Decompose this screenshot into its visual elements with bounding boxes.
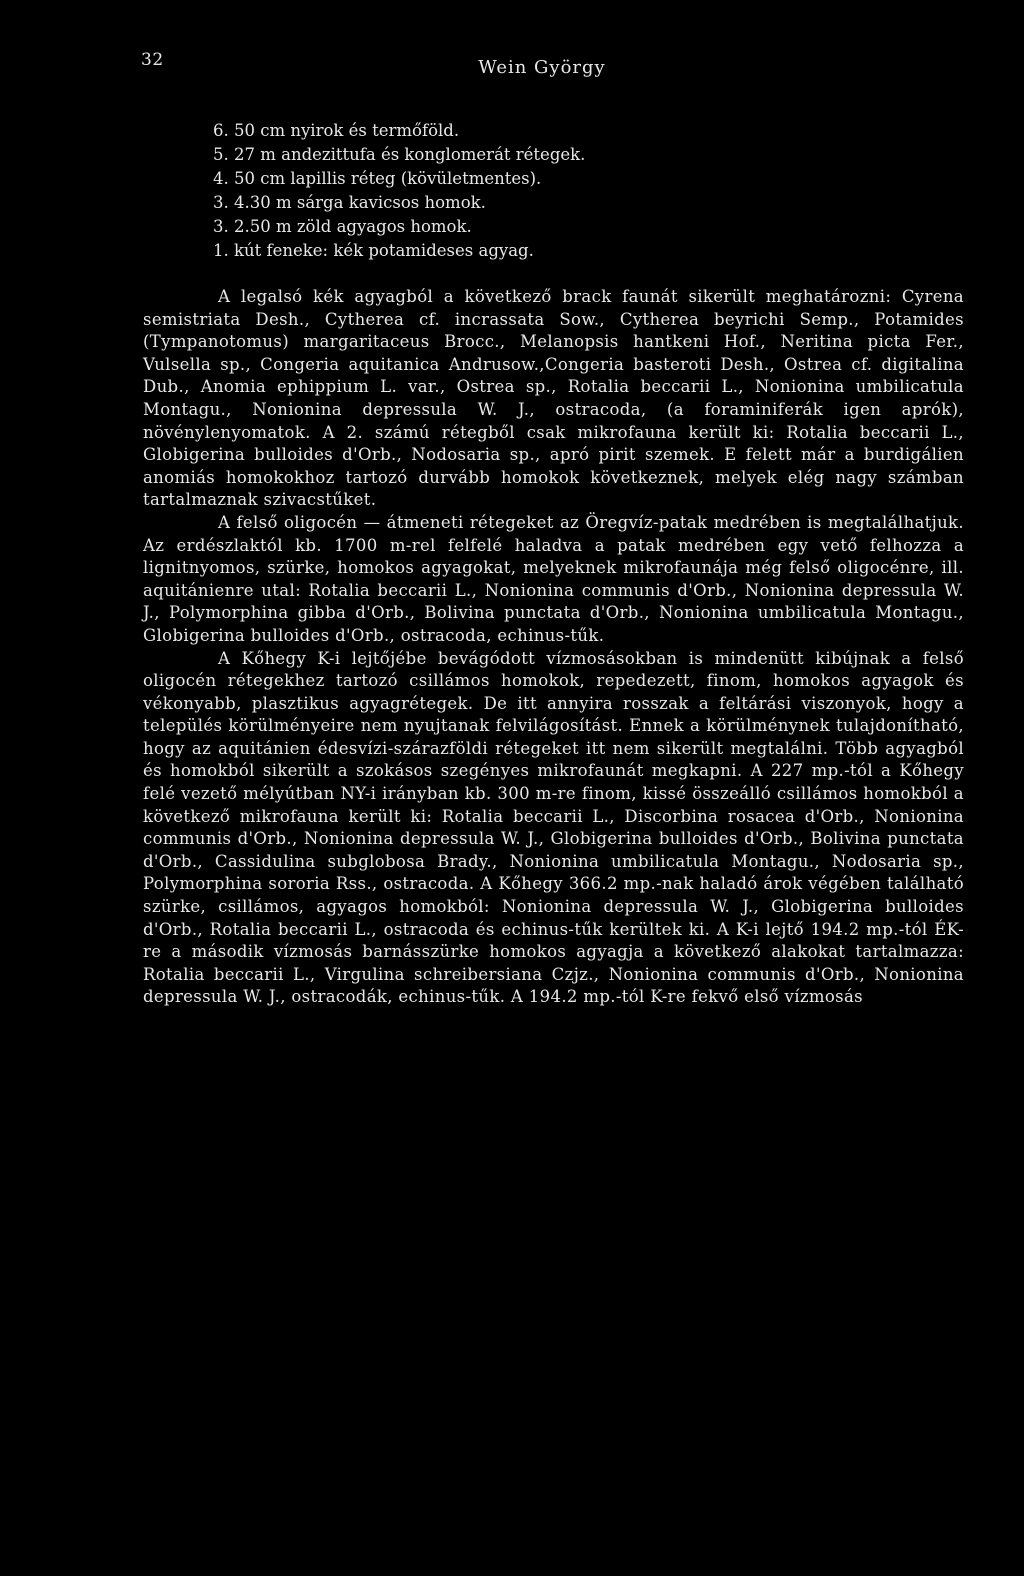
layer-item: 1. kút feneke: kék potamideses agyag. <box>213 240 534 260</box>
body-text <box>143 286 964 1009</box>
layer-item: 5. 27 m andezittufa és konglomerát rétegek. <box>213 144 586 164</box>
layer-item: 4. 50 cm lapillis réteg (kövületmentes). <box>213 168 542 188</box>
paragraph: A Kőhegy K-i lejtőjébe bevágódott vízmosásokban is mindenütt kibújnak a felső oligocén rétegekhez tartozó csillámos homokok, repedezett, finom, homokos agyagok és vékonyabb, plasztikus agyagrétegek. De itt annyira rosszak a feltárási viszonyok, hogy a település körülményeire nem nyujtanak felvilágosítást. Ennek a körülménynek tulajdonítható, hogy az aquitánien édesvízi-szárazföldi rétegeket itt nem sikerült megtalálni. Több agyagból és homokból sikerült a szokásos szegényes mikrofaunát megkapni. A 227 mp.-tól a Kőhegy felé vezető mélyútban NY-i irányban kb. 300 m-re finom, kissé összeálló csillámos homokból a következő mikrofauna került ki: Rotalia beccarii L., Discorbina rosacea d'Orb., Nonionina communis d'Orb., Nonionina depressula W. J., Globigerina bulloides d'Orb., Bolivina punctata d'Orb., Cassidulina subglobosa Brady., Nonionina umbilicatula Montagu., Nodosaria sp., Polymorphina sororia Rss., ostracoda. A Kőhegy 366.2 mp.-nak haladó árok végében található szürke, csillámos, agyagos homokból: Nonionina depressula W. J., Globigerina bulloides d'Orb., Rotalia beccarii L., ostracoda és echinus-tűk kerültek ki. A K-i lejtő 194.2 mp.-tól ÉK-re a második vízmosás barnásszürke homokos agyagja a következő alakokat tartalmazza: Rotalia beccarii L., Virgulina schreibersiana Czjz., Nonionina communis d'Orb., Nonionina depressula W. J., ostracodák, echinus-tűk. A 194.2 mp.-tól K-re fekvő első vízmosás <box>143 648 964 1007</box>
layer-item: 3. 4.30 m sárga kavicsos homok. <box>213 192 486 212</box>
layer-item: 3. 2.50 m zöld agyagos homok. <box>213 216 472 236</box>
layer-list <box>213 119 773 262</box>
layer-item: 6. 50 cm nyirok és termőföld. <box>213 121 460 140</box>
paragraph: A legalsó kék agyagból a következő brack faunát sikerült meghatározni: Cyrena semistriata Desh., Cytherea cf. incrassata Sow., Cytherea beyrichi Semp., Potamides (Tympanotomus) margaritaceus Brocc., Melanopsis hantkeni Hof., Neritina picta Fer., Vulsella sp., Congeria aquitanica Andrusow.,Congeria basteroti Desh., Ostrea cf. digitalina Dub., Anomia ephippium L. var., Ostrea sp., Rotalia beccarii L., Nonionina umbilicatula Montagu., Nonionina depressula W. J., ostracoda, (a foraminiferák igen aprók), növénylenyomatok. A 2. számú rétegből csak mikrofauna került ki: Rotalia beccarii L., Globigerina bulloides d'Orb., Nodosaria sp., apró pirit szemek. E felett már a burdigálien anomiás homokokhoz tartozó durvább homokok következnek, melyek elég nagy számban tartalmaznak szivacstűket. <box>143 287 964 510</box>
running-head: Wein György <box>478 57 606 78</box>
page-number: 32 <box>141 50 164 70</box>
paragraph: A felső oligocén — átmeneti rétegeket az Öregvíz-patak medrében is megtalálhatjuk. Az erdészlaktól kb. 1700 m-rel felfelé haladva a patak medrében egy vető felhozza a lignitnyomos, szürke, homokos agyagokat, melyeknek mikrofaunája még felső oligocénre, ill. aquitánienre utal: Rotalia beccarii L., Nonionina communis d'Orb., Nonionina depressula W. J., Polymorphina gibba d'Orb., Bolivina punctata d'Orb., Nonionina umbilicatula Montagu., Globigerina bulloides d'Orb., ostracoda, echinus-tűk. <box>143 512 964 645</box>
